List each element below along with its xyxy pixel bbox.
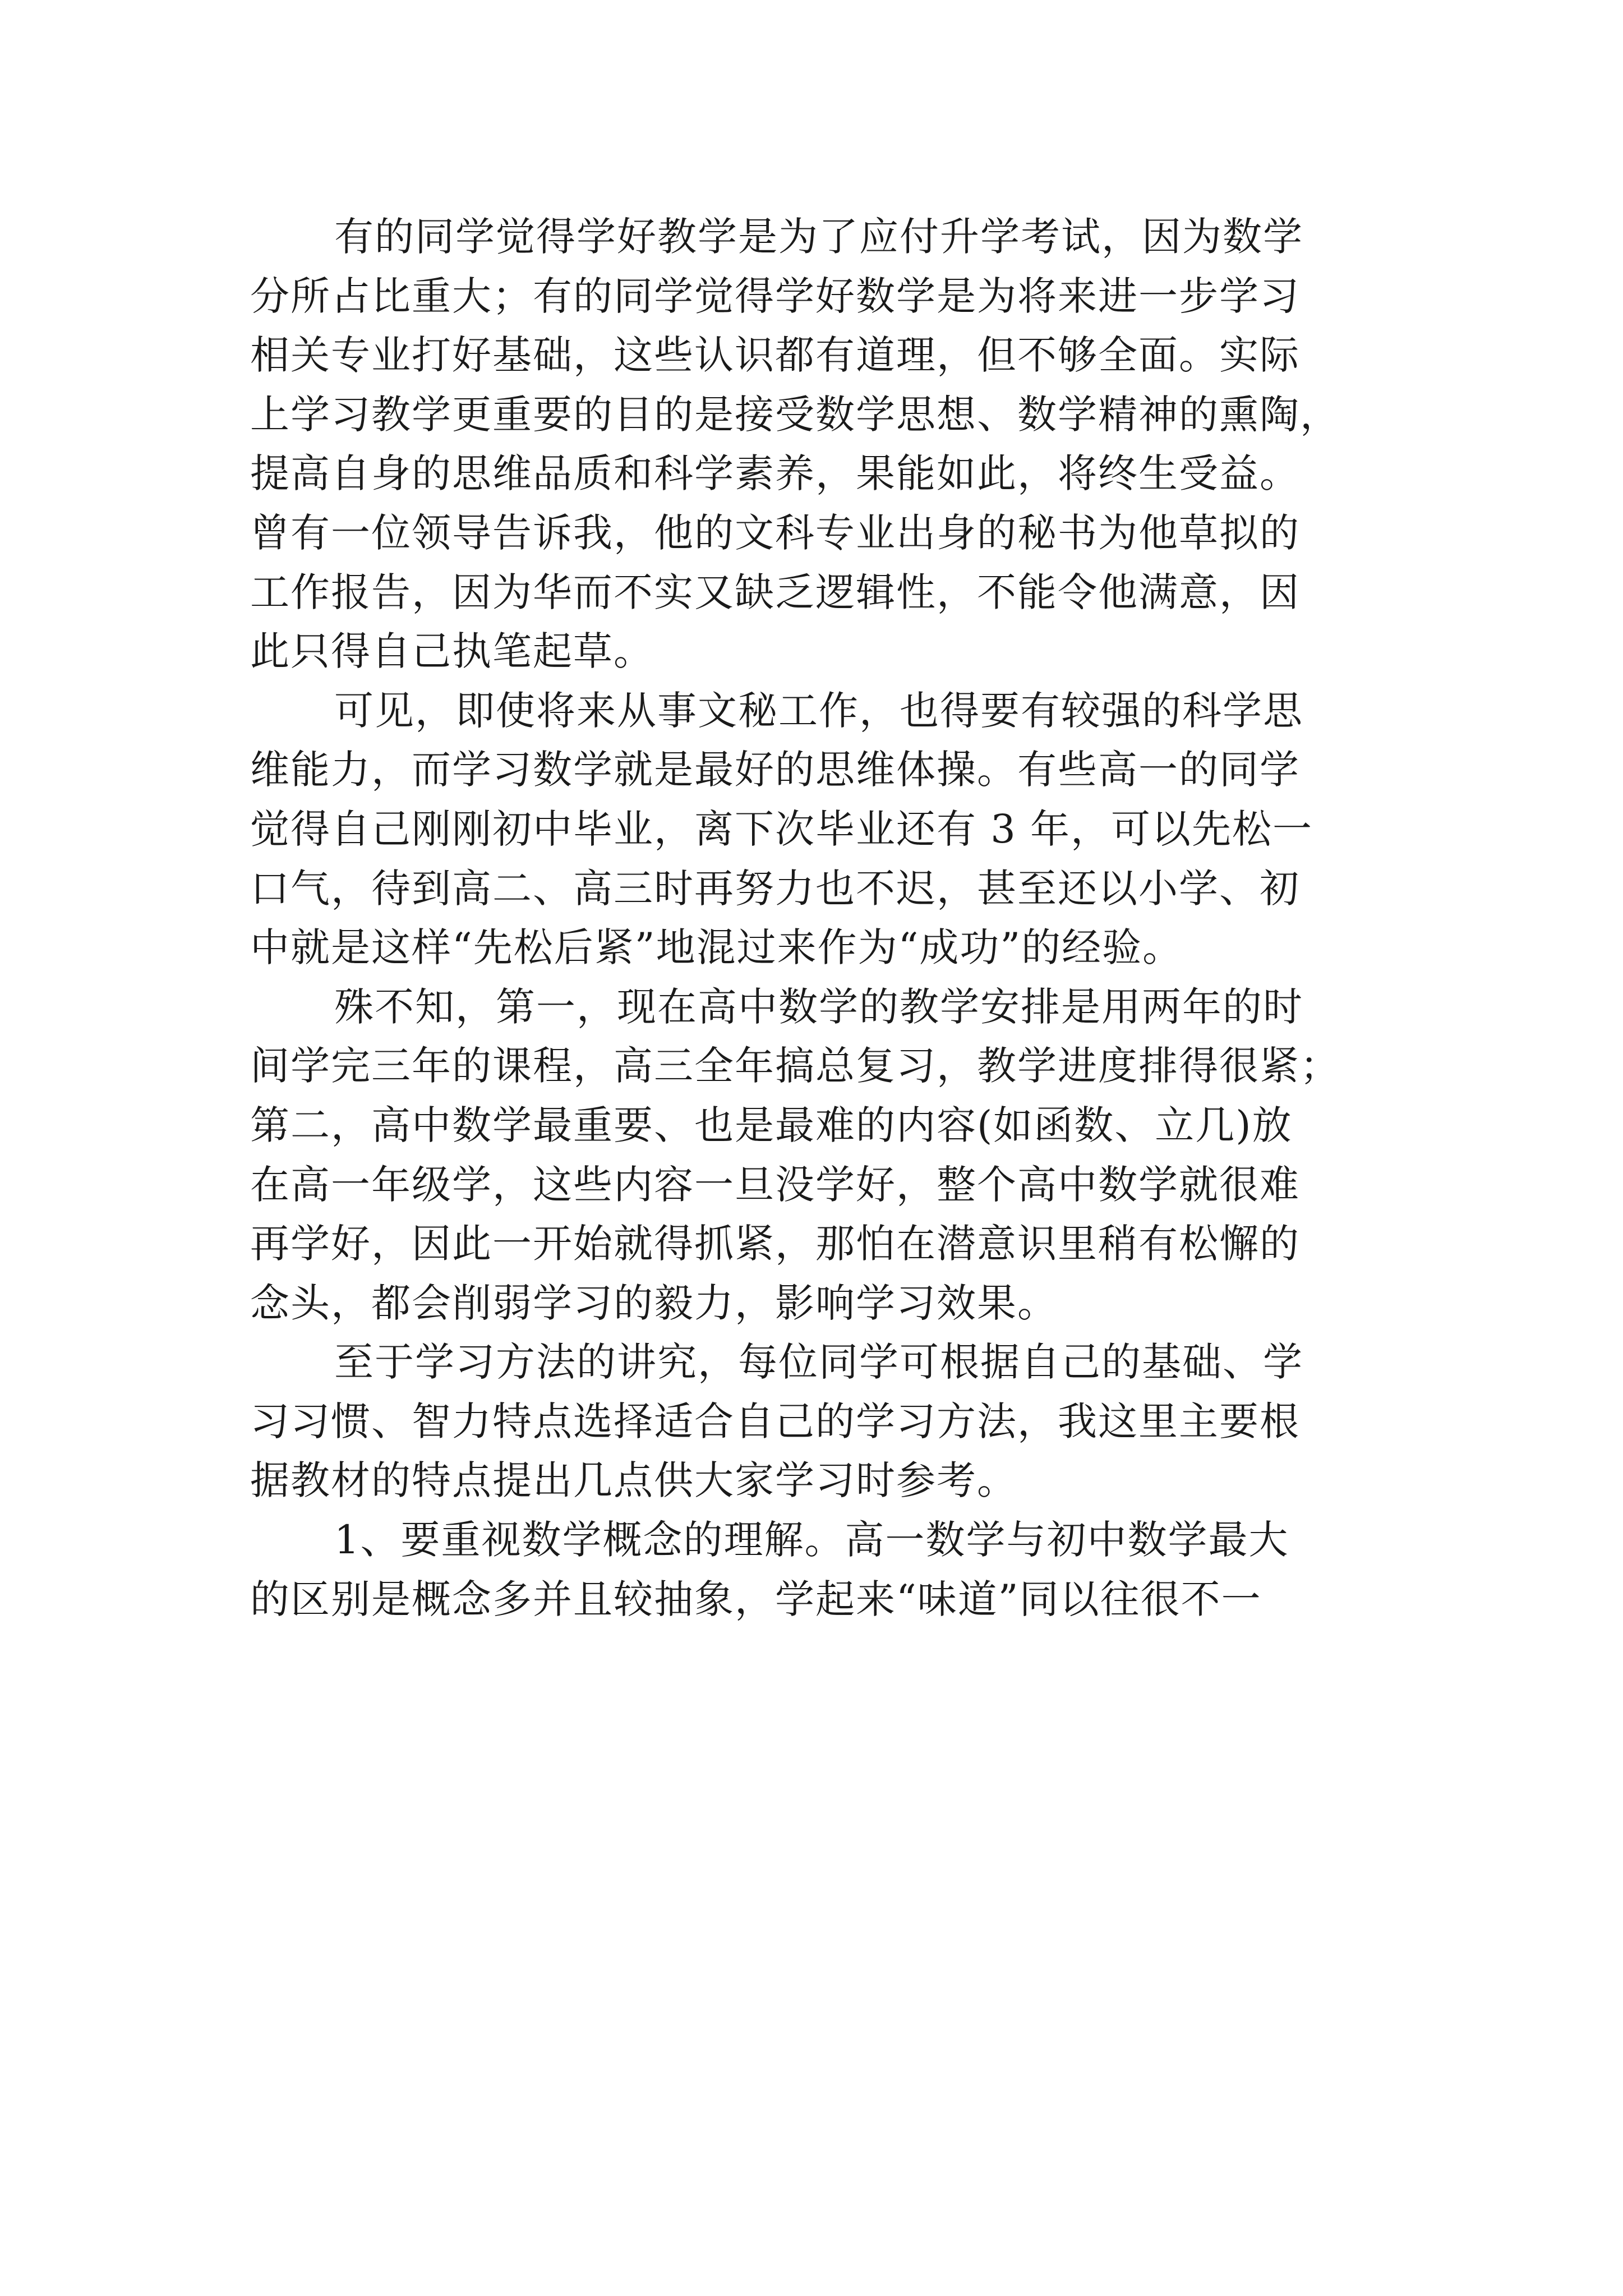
text-line: 可见，即使将来从事文秘工作，也得要有较强的科学思 <box>334 687 1303 734</box>
paragraph-3 <box>250 978 1389 1333</box>
text-line: 第二，高中数学最重要、也是最难的内容(如函数、立几)放 <box>250 1102 1293 1148</box>
paragraph-5 <box>250 1511 1389 1629</box>
text-line: 上学习教学更重要的目的是接受数学思想、数学精神的熏陶， <box>250 391 1340 438</box>
text-line: 中就是这样“先松后紧”地混过来作为“成功”的经验。 <box>250 924 1183 971</box>
text-line: 工作报告，因为华而不实又缺乏逻辑性，不能令他满意，因 <box>250 569 1300 615</box>
text-line: 觉得自己刚刚初中毕业，离下次毕业还有 3 年，可以先松一 <box>250 806 1313 852</box>
text-line: 再学好，因此一开始就得抓紧，那怕在潜意识里稍有松懈的 <box>250 1221 1300 1267</box>
text-line: 习习惯、智力特点选择适合自己的学习方法，我这里主要根 <box>250 1398 1300 1444</box>
text-line: 的区别是概念多并且较抽象，学起来“味道”同以往很不一 <box>250 1576 1262 1622</box>
text-line: 维能力，而学习数学就是最好的思维体操。有些高一的同学 <box>250 747 1300 793</box>
text-line: 有的同学觉得学好教学是为了应付升学考试，因为数学 <box>334 214 1303 260</box>
body-text <box>250 208 1389 1629</box>
text-line: 殊不知，第一，现在高中数学的教学安排是用两年的时 <box>334 983 1303 1030</box>
text-line: 分所占比重大；有的同学觉得学好数学是为将来进一步学习 <box>250 273 1300 319</box>
text-line: 曾有一位领导告诉我，他的文科专业出身的秘书为他草拟的 <box>250 509 1300 556</box>
paragraph-2 <box>250 682 1389 978</box>
text-line: 至于学习方法的讲究，每位同学可根据自己的基础、学 <box>334 1339 1303 1386</box>
text-line: 在高一年级学，这些内容一旦没学好，整个高中数学就很难 <box>250 1161 1300 1208</box>
text-line: 据教材的特点提出几点供大家学习时参考。 <box>250 1457 1017 1504</box>
text-line: 相关专业打好基础，这些认识都有道理，但不够全面。实际 <box>250 332 1300 379</box>
paragraph-4 <box>250 1333 1389 1511</box>
text-line: 口气，待到高二、高三时再努力也不迟，甚至还以小学、初 <box>250 865 1300 912</box>
text-line: 此只得自己执笔起草。 <box>250 628 654 675</box>
text-line: 1、要重视数学概念的理解。高一数学与初中数学最大 <box>334 1517 1289 1563</box>
text-line: 念头，都会削弱学习的毅力，影响学习效果。 <box>250 1280 1058 1326</box>
paragraph-1 <box>250 208 1389 682</box>
text-line: 间学完三年的课程，高三全年搞总复习，教学进度排得很紧； <box>250 1043 1340 1089</box>
text-line: 提高自身的思维品质和科学素养，果能如此，将终生受益。 <box>250 450 1300 497</box>
